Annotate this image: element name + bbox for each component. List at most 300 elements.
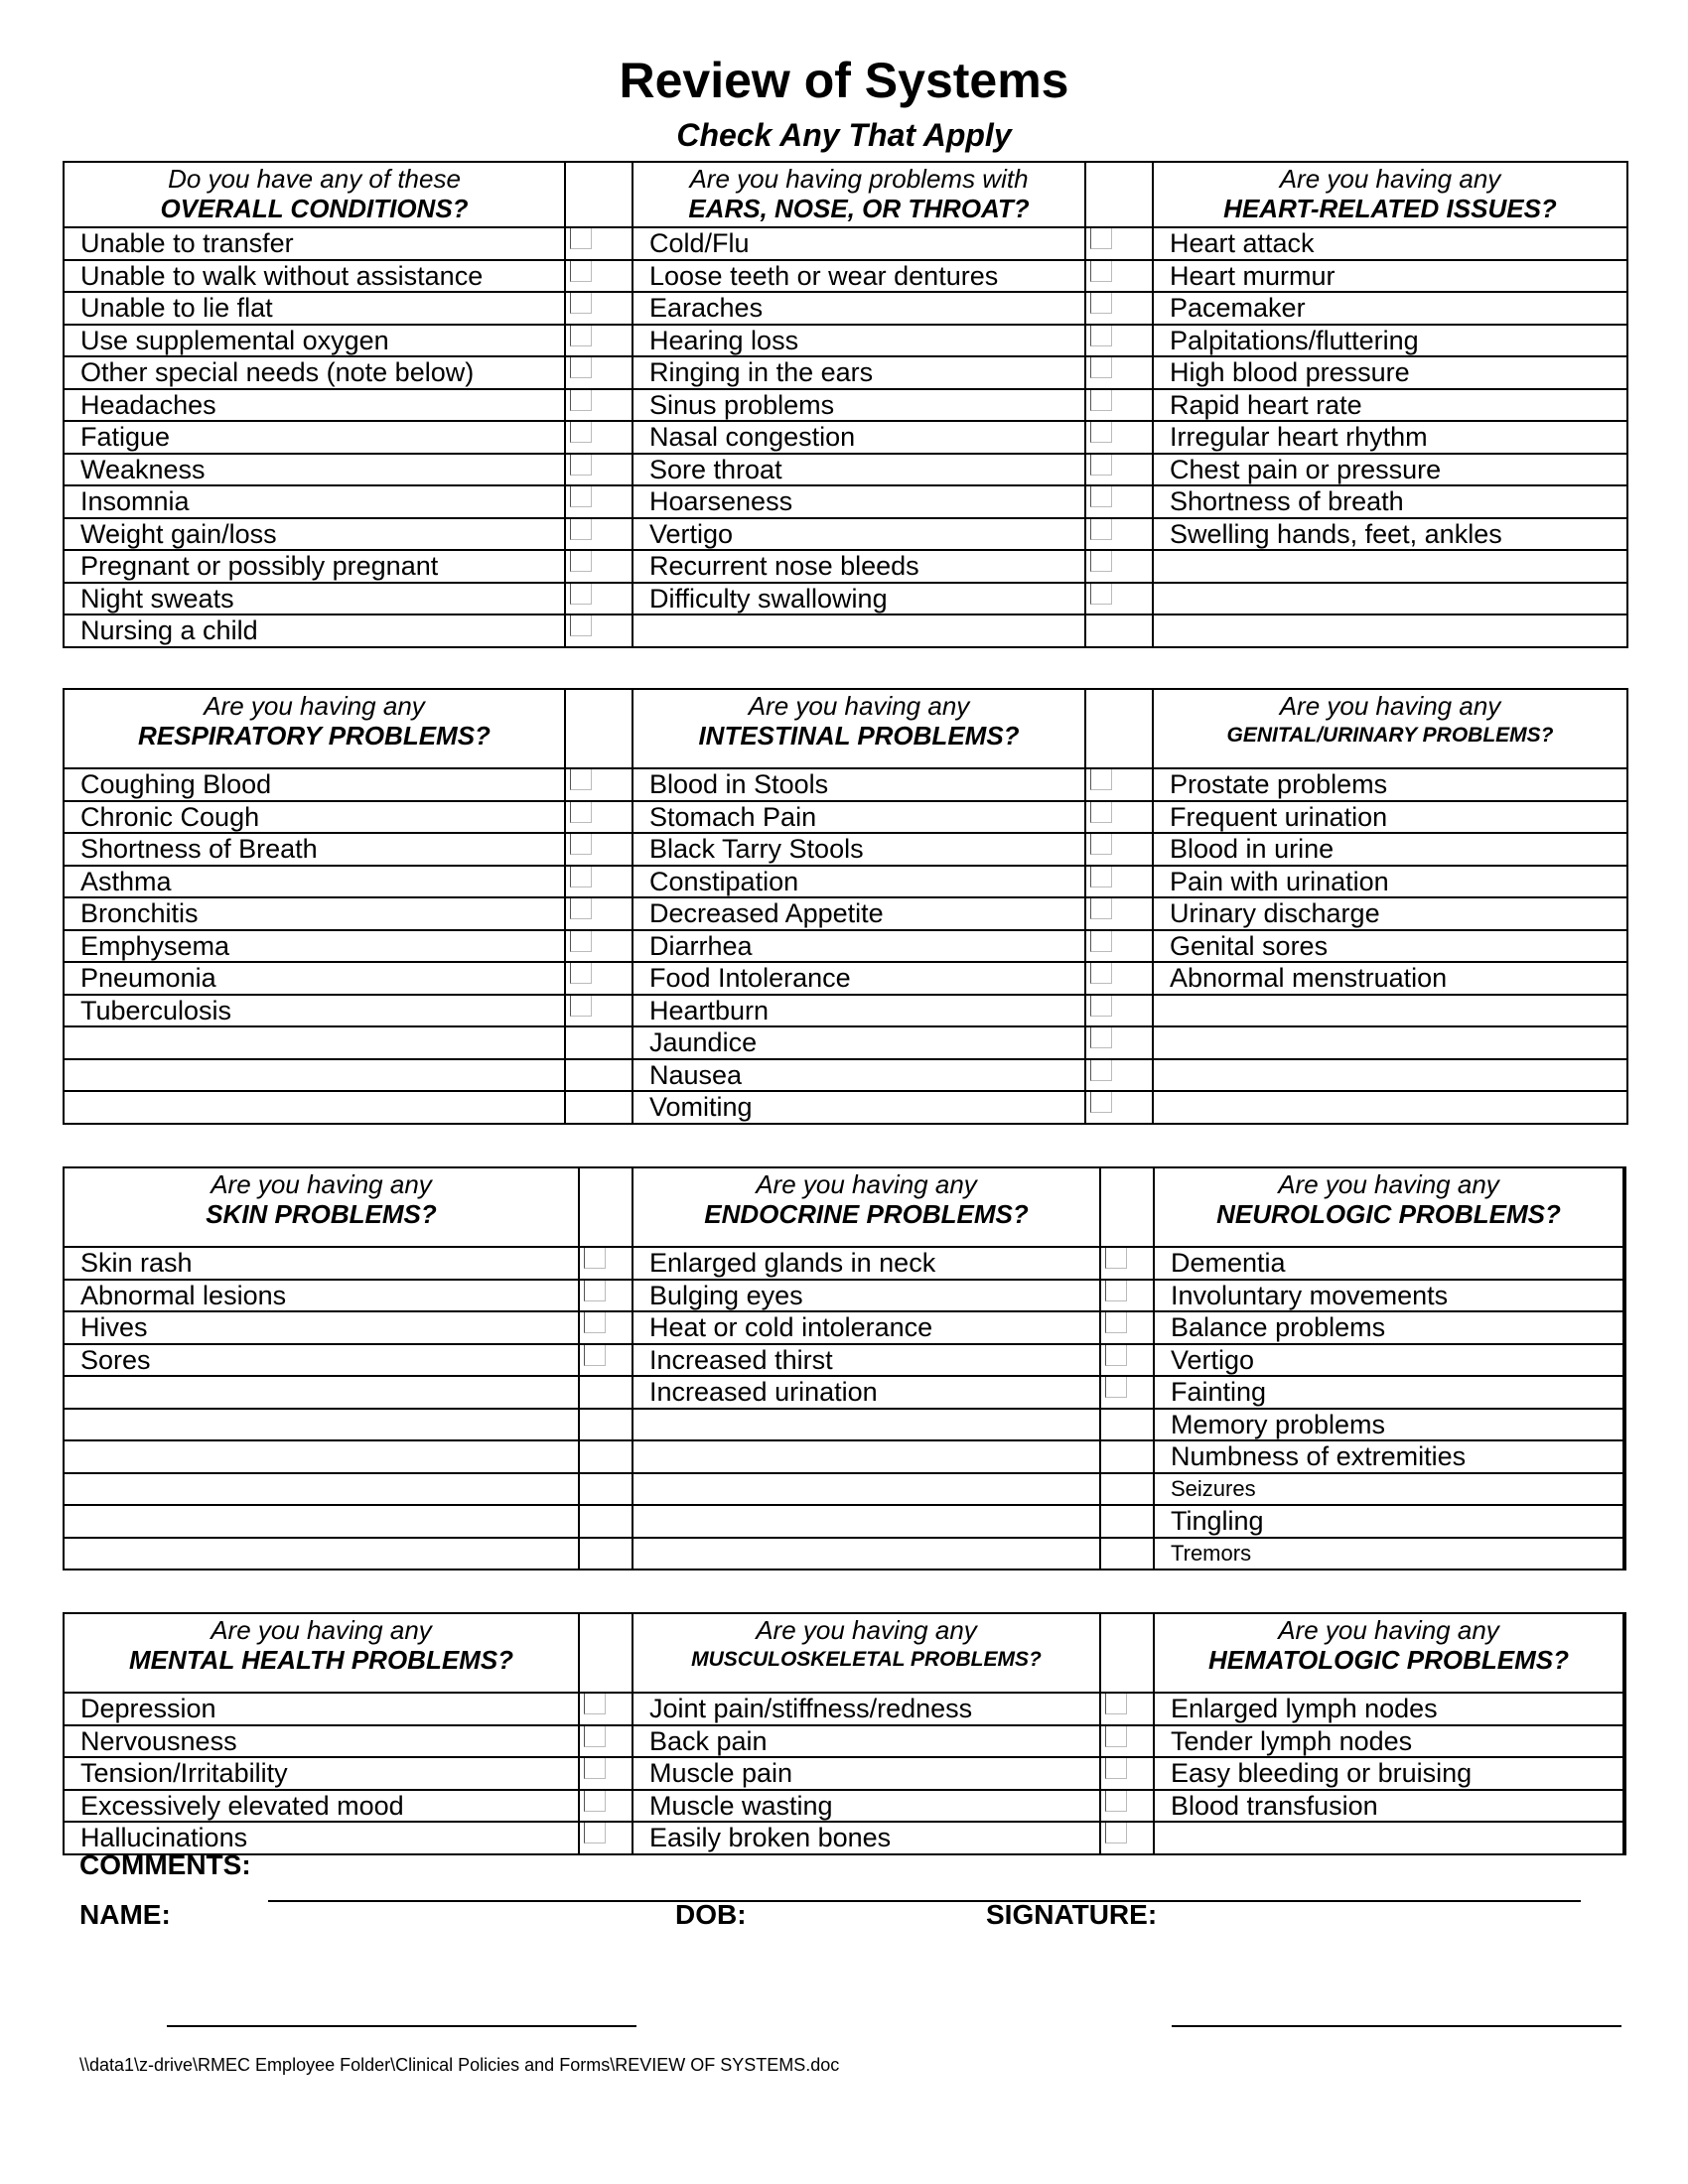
symptom-label: Sore throat (633, 454, 1085, 486)
symptom-checkbox[interactable] (570, 962, 592, 984)
symptom-checkbox[interactable] (584, 1247, 606, 1269)
checkbox-cell (579, 1311, 633, 1344)
symptom-checkbox[interactable] (570, 356, 592, 378)
section-question: Are you having problems with (689, 164, 1029, 194)
checkbox-cell (1623, 1409, 1625, 1441)
section-header (1153, 162, 1627, 227)
table-row (64, 897, 1627, 930)
section-question: Are you having any (1279, 691, 1501, 721)
symptom-label: Heart attack (1153, 227, 1627, 260)
checkbox-cell (1085, 583, 1153, 615)
checkbox-header (1623, 1613, 1625, 1693)
checkbox-cell (1100, 1725, 1154, 1758)
symptom-label: Nasal congestion (633, 421, 1085, 454)
symptom-checkbox[interactable] (584, 1311, 606, 1333)
section-header (1154, 1613, 1623, 1693)
symptom-label (64, 1376, 579, 1409)
section-header (633, 1167, 1100, 1247)
checkbox-cell (1085, 897, 1153, 930)
checkbox-cell (565, 1091, 633, 1124)
symptom-label: Fatigue (64, 421, 565, 454)
section-question: Are you having any (756, 1615, 977, 1645)
symptom-label: High blood pressure (1153, 356, 1627, 389)
checkbox-cell (1085, 866, 1153, 898)
symptom-checkbox[interactable] (584, 1790, 606, 1812)
table-row (64, 1790, 1625, 1823)
symptom-label (1153, 550, 1627, 583)
checkbox-cell (579, 1822, 633, 1854)
comments-line[interactable] (268, 1900, 1581, 1902)
section-category: EARS, NOSE, OR THROAT? (688, 194, 1030, 223)
symptom-checkbox[interactable] (570, 614, 592, 636)
checkbox-cell (565, 292, 633, 325)
symptom-label: Swelling hands, feet, ankles (1153, 518, 1627, 551)
checkbox-header (1085, 162, 1153, 227)
symptom-label: Chronic Cough (64, 801, 565, 834)
checkbox-cell (565, 768, 633, 801)
symptom-checkbox[interactable] (1090, 292, 1112, 314)
section-category: NEUROLOGIC PROBLEMS? (1216, 1199, 1561, 1229)
symptom-label: Unable to transfer (64, 227, 565, 260)
symptom-checkbox[interactable] (1090, 995, 1112, 1017)
symptom-label: Ringing in the ears (633, 356, 1085, 389)
symptom-label (64, 1538, 579, 1570)
checkbox-cell (565, 583, 633, 615)
section-question: Are you having any (748, 691, 970, 721)
symptom-label: Palpitations/fluttering (1153, 325, 1627, 357)
symptom-label (64, 1059, 565, 1092)
symptom-label: Dementia (1154, 1247, 1623, 1280)
symptom-checkbox[interactable] (1090, 454, 1112, 476)
section-category: OVERALL CONDITIONS? (160, 194, 469, 223)
section-header (1153, 689, 1627, 768)
table-row (64, 1538, 1625, 1570)
symptom-checkbox[interactable] (570, 454, 592, 476)
checkbox-cell (565, 995, 633, 1027)
checkbox-cell (579, 1725, 633, 1758)
symptom-checkbox[interactable] (570, 801, 592, 823)
checkbox-cell (579, 1344, 633, 1377)
checkbox-cell (1085, 1091, 1153, 1124)
table-row (64, 962, 1627, 995)
section-header (64, 162, 565, 227)
symptom-label (64, 1473, 579, 1506)
section-header (64, 689, 565, 768)
section-question: Are you having any (204, 691, 425, 721)
checkbox-cell (565, 227, 633, 260)
symptom-checkbox[interactable] (1090, 518, 1112, 540)
symptom-label: Loose teeth or wear dentures (633, 260, 1085, 293)
symptom-label: Abnormal menstruation (1153, 962, 1627, 995)
symptom-label: Tremors (1154, 1538, 1623, 1570)
section-category: HEMATOLOGIC PROBLEMS? (1207, 1645, 1570, 1675)
table-row (64, 260, 1627, 293)
symptom-label: Depression (64, 1693, 579, 1725)
symptom-checkbox[interactable] (570, 768, 592, 790)
section-question: Are you having any (1279, 164, 1501, 194)
table-row (64, 1725, 1625, 1758)
table-row (64, 833, 1627, 866)
checkbox-cell (579, 1473, 633, 1506)
symptom-checkbox[interactable] (1090, 325, 1112, 346)
table-row (64, 1280, 1625, 1312)
table-row (64, 1693, 1625, 1725)
symptom-checkbox[interactable] (1105, 1693, 1127, 1714)
checkbox-cell (1623, 1247, 1625, 1280)
symptom-checkbox[interactable] (1090, 550, 1112, 572)
section-category: GENITAL/URINARY PROBLEMS? (1226, 724, 1554, 747)
symptom-label (1153, 583, 1627, 615)
checkbox-cell (1085, 292, 1153, 325)
table-row (64, 325, 1627, 357)
name-label: NAME: (79, 1899, 171, 1930)
section-question: Are you having any (756, 1169, 977, 1199)
symptom-checkbox[interactable] (1090, 833, 1112, 855)
symptom-label: Night sweats (64, 583, 565, 615)
checkbox-cell (1623, 1538, 1625, 1570)
symptom-label: Weight gain/loss (64, 518, 565, 551)
symptom-label: Seizures (1154, 1473, 1623, 1506)
symptom-checkbox[interactable] (584, 1344, 606, 1366)
symptom-checkbox[interactable] (570, 930, 592, 952)
table-row (64, 485, 1627, 518)
symptom-label: Hives (64, 1311, 579, 1344)
table-row (64, 1247, 1625, 1280)
symptom-label: Nursing a child (64, 614, 565, 647)
symptom-label: Heart murmur (1153, 260, 1627, 293)
symptom-checkbox[interactable] (1090, 1059, 1112, 1081)
symptom-checkbox[interactable] (1105, 1790, 1127, 1812)
symptom-checkbox[interactable] (570, 421, 592, 443)
table-row (64, 768, 1627, 801)
symptom-label: Pacemaker (1153, 292, 1627, 325)
section-category: SKIN PROBLEMS? (206, 1199, 437, 1229)
table-row (64, 866, 1627, 898)
symptom-label: Blood in Stools (633, 768, 1085, 801)
section-question: Are you having any (211, 1615, 432, 1645)
checkbox-cell (1100, 1538, 1154, 1570)
section-header (1154, 1167, 1623, 1247)
symptom-label (64, 1091, 565, 1124)
symptom-checkbox[interactable] (584, 1693, 606, 1714)
checkbox-cell (1623, 1344, 1625, 1377)
section-category: ENDOCRINE PROBLEMS? (704, 1199, 1029, 1229)
checkbox-header (1085, 689, 1153, 768)
symptom-checkbox[interactable] (570, 897, 592, 919)
symptom-checkbox[interactable] (1090, 421, 1112, 443)
symptom-checkbox[interactable] (1105, 1311, 1127, 1333)
checkbox-cell (565, 801, 633, 834)
checkbox-header (1623, 1167, 1625, 1247)
page-title: Review of Systems (619, 53, 1069, 108)
checkbox-cell (579, 1790, 633, 1823)
symptom-checkbox[interactable] (1105, 1757, 1127, 1779)
checkbox-cell (1085, 325, 1153, 357)
checkbox-cell (1085, 485, 1153, 518)
checkbox-cell (1085, 833, 1153, 866)
symptom-checkbox[interactable] (570, 518, 592, 540)
symptom-checkbox[interactable] (570, 389, 592, 411)
checkbox-cell (565, 389, 633, 422)
checkbox-cell (1100, 1505, 1154, 1538)
symptom-label: Enlarged glands in neck (633, 1247, 1100, 1280)
section-category: HEART-RELATED ISSUES? (1223, 194, 1557, 223)
symptom-label: Heartburn (633, 995, 1085, 1027)
symptom-label: Black Tarry Stools (633, 833, 1085, 866)
checkbox-cell (565, 550, 633, 583)
checkbox-cell (1623, 1311, 1625, 1344)
symptom-label (1153, 1059, 1627, 1092)
symptom-checkbox[interactable] (1090, 1091, 1112, 1113)
symptom-checkbox[interactable] (584, 1725, 606, 1747)
checkbox-cell (1085, 962, 1153, 995)
section-header (64, 1167, 579, 1247)
symptom-label: Blood transfusion (1154, 1790, 1623, 1823)
symptom-checkbox[interactable] (1090, 801, 1112, 823)
symptom-label: Pain with urination (1153, 866, 1627, 898)
table-row (64, 454, 1627, 486)
signature-label: SIGNATURE: (986, 1899, 1158, 1930)
file-path-footer: \\data1\z-drive\RMEC Employee Folder\Clinical Policies and Forms\REVIEW OF SYSTEMS.doc (79, 2055, 840, 2075)
checkbox-cell (1100, 1344, 1154, 1377)
checkbox-cell (565, 866, 633, 898)
checkbox-header (565, 162, 633, 227)
symptom-label: Hallucinations (64, 1822, 579, 1854)
table-row (64, 583, 1627, 615)
checkbox-cell (1085, 1026, 1153, 1059)
symptom-checkbox[interactable] (584, 1757, 606, 1779)
table-row (64, 995, 1627, 1027)
signature-line[interactable] (1172, 2025, 1621, 2027)
symptom-label: Shortness of breath (1153, 485, 1627, 518)
checkbox-cell (1100, 1247, 1154, 1280)
table-row (64, 550, 1627, 583)
symptom-checkbox[interactable] (1090, 227, 1112, 249)
checkbox-cell (1085, 930, 1153, 963)
symptom-label: Vertigo (1154, 1344, 1623, 1377)
comments-label: COMMENTS: (79, 1849, 251, 1880)
symptom-checkbox[interactable] (584, 1822, 606, 1843)
symptom-checkbox[interactable] (1090, 485, 1112, 507)
table-row (64, 1505, 1625, 1538)
symptom-checkbox[interactable] (1090, 930, 1112, 952)
table-row (64, 1091, 1627, 1124)
symptom-label: Genital sores (1153, 930, 1627, 963)
symptom-checkbox[interactable] (1090, 962, 1112, 984)
checkbox-cell (1085, 227, 1153, 260)
table-row (64, 1344, 1625, 1377)
symptom-label: Earaches (633, 292, 1085, 325)
symptom-label: Muscle pain (633, 1757, 1100, 1790)
checkbox-header (579, 1167, 633, 1247)
symptom-label: Bronchitis (64, 897, 565, 930)
symptom-checkbox[interactable] (1090, 260, 1112, 282)
symptom-label: Fainting (1154, 1376, 1623, 1409)
symptom-label (633, 1409, 1100, 1441)
symptom-label: Cold/Flu (633, 227, 1085, 260)
symptom-checkbox[interactable] (570, 550, 592, 572)
symptom-checkbox[interactable] (1090, 583, 1112, 605)
symptom-label (1153, 1026, 1627, 1059)
symptom-label (633, 1473, 1100, 1506)
symptom-checkbox[interactable] (1105, 1822, 1127, 1843)
symptom-label (64, 1409, 579, 1441)
symptom-label: Rapid heart rate (1153, 389, 1627, 422)
symptom-checkbox[interactable] (570, 325, 592, 346)
symptom-checkbox[interactable] (570, 292, 592, 314)
section-table (63, 161, 1628, 648)
symptom-label: Abnormal lesions (64, 1280, 579, 1312)
symptom-label: Balance problems (1154, 1311, 1623, 1344)
checkbox-cell (579, 1440, 633, 1473)
dob-label: DOB: (675, 1899, 747, 1930)
checkbox-cell (565, 897, 633, 930)
symptom-label: Easily broken bones (633, 1822, 1100, 1854)
symptom-label: Chest pain or pressure (1153, 454, 1627, 486)
symptom-checkbox[interactable] (570, 485, 592, 507)
symptom-checkbox[interactable] (1105, 1376, 1127, 1398)
symptom-label (633, 1505, 1100, 1538)
checkbox-cell (1085, 550, 1153, 583)
checkbox-cell (579, 1693, 633, 1725)
table-row (64, 614, 1627, 647)
checkbox-cell (1623, 1376, 1625, 1409)
checkbox-cell (1623, 1505, 1625, 1538)
symptom-label: Decreased Appetite (633, 897, 1085, 930)
symptom-checkbox[interactable] (570, 866, 592, 887)
symptom-checkbox[interactable] (1090, 1026, 1112, 1048)
symptom-label: Sores (64, 1344, 579, 1377)
table-row (64, 1059, 1627, 1092)
symptom-label (1153, 614, 1627, 647)
checkbox-cell (579, 1280, 633, 1312)
symptom-label: Back pain (633, 1725, 1100, 1758)
checkbox-cell (579, 1505, 633, 1538)
checkbox-cell (579, 1757, 633, 1790)
page-subtitle: Check Any That Apply (676, 117, 1012, 153)
checkbox-cell (1623, 1693, 1625, 1725)
symptom-label: Unable to walk without assistance (64, 260, 565, 293)
checkbox-header (565, 689, 633, 768)
table-row (64, 518, 1627, 551)
symptom-label: Tender lymph nodes (1154, 1725, 1623, 1758)
symptom-checkbox[interactable] (1090, 897, 1112, 919)
table-row (64, 1026, 1627, 1059)
symptom-checkbox[interactable] (570, 833, 592, 855)
checkbox-cell (579, 1247, 633, 1280)
symptom-checkbox[interactable] (570, 260, 592, 282)
symptom-checkbox[interactable] (1090, 768, 1112, 790)
section-header (64, 1613, 579, 1693)
checkbox-cell (1100, 1409, 1154, 1441)
checkbox-cell (565, 454, 633, 486)
symptom-label: Hearing loss (633, 325, 1085, 357)
symptom-label: Memory problems (1154, 1409, 1623, 1441)
section-header (633, 162, 1085, 227)
section-category: MUSCULOSKELETAL PROBLEMS? (691, 1648, 1042, 1671)
symptom-label (64, 1026, 565, 1059)
symptom-checkbox[interactable] (1105, 1247, 1127, 1269)
checkbox-cell (1085, 389, 1153, 422)
symptom-label: Frequent urination (1153, 801, 1627, 834)
checkbox-cell (1085, 801, 1153, 834)
checkbox-cell (565, 518, 633, 551)
symptom-checkbox[interactable] (584, 1280, 606, 1301)
checkbox-cell (1100, 1790, 1154, 1823)
checkbox-cell (1085, 421, 1153, 454)
name-signature-line[interactable] (167, 2025, 636, 2027)
table-row (64, 1757, 1625, 1790)
checkbox-cell (1085, 260, 1153, 293)
checkbox-cell (1085, 356, 1153, 389)
symptom-label: Prostate problems (1153, 768, 1627, 801)
checkbox-cell (565, 930, 633, 963)
symptom-checkbox[interactable] (1090, 866, 1112, 887)
checkbox-cell (1100, 1693, 1154, 1725)
symptom-checkbox[interactable] (570, 995, 592, 1017)
checkbox-cell (565, 325, 633, 357)
table-row (64, 227, 1627, 260)
symptom-checkbox[interactable] (1105, 1280, 1127, 1301)
symptom-checkbox[interactable] (570, 583, 592, 605)
checkbox-cell (579, 1376, 633, 1409)
symptom-label (633, 1538, 1100, 1570)
symptom-label: Blood in urine (1153, 833, 1627, 866)
checkbox-cell (1623, 1280, 1625, 1312)
checkbox-cell (565, 485, 633, 518)
symptom-label: Weakness (64, 454, 565, 486)
checkbox-cell (565, 614, 633, 647)
symptom-label: Nausea (633, 1059, 1085, 1092)
symptom-checkbox[interactable] (1090, 389, 1112, 411)
symptom-label (64, 1505, 579, 1538)
symptom-label: Tuberculosis (64, 995, 565, 1027)
symptom-checkbox[interactable] (1105, 1344, 1127, 1366)
checkbox-cell (1100, 1473, 1154, 1506)
checkbox-cell (1100, 1280, 1154, 1312)
symptom-label: Coughing Blood (64, 768, 565, 801)
table-row (64, 801, 1627, 834)
checkbox-cell (1623, 1725, 1625, 1758)
symptom-checkbox[interactable] (1105, 1725, 1127, 1747)
symptom-label: Diarrhea (633, 930, 1085, 963)
checkbox-cell (1085, 995, 1153, 1027)
symptom-label (1153, 1091, 1627, 1124)
section-table (63, 1166, 1626, 1570)
section-category: RESPIRATORY PROBLEMS? (138, 721, 491, 751)
symptom-label: Joint pain/stiffness/redness (633, 1693, 1100, 1725)
table-row (64, 1440, 1625, 1473)
table-row (64, 292, 1627, 325)
symptom-label: Increased thirst (633, 1344, 1100, 1377)
checkbox-cell (1623, 1440, 1625, 1473)
checkbox-cell (565, 833, 633, 866)
table-row (64, 930, 1627, 963)
symptom-label (633, 614, 1085, 647)
section-question: Are you having any (1278, 1615, 1499, 1645)
table-row (64, 1376, 1625, 1409)
symptom-label: Headaches (64, 389, 565, 422)
symptom-label: Use supplemental oxygen (64, 325, 565, 357)
symptom-checkbox[interactable] (1090, 356, 1112, 378)
symptom-label: Vomiting (633, 1091, 1085, 1124)
section-question: Are you having any (211, 1169, 432, 1199)
symptom-label: Recurrent nose bleeds (633, 550, 1085, 583)
symptom-label (1154, 1822, 1623, 1854)
section-table (63, 1612, 1626, 1855)
symptom-label: Sinus problems (633, 389, 1085, 422)
symptom-checkbox[interactable] (570, 227, 592, 249)
